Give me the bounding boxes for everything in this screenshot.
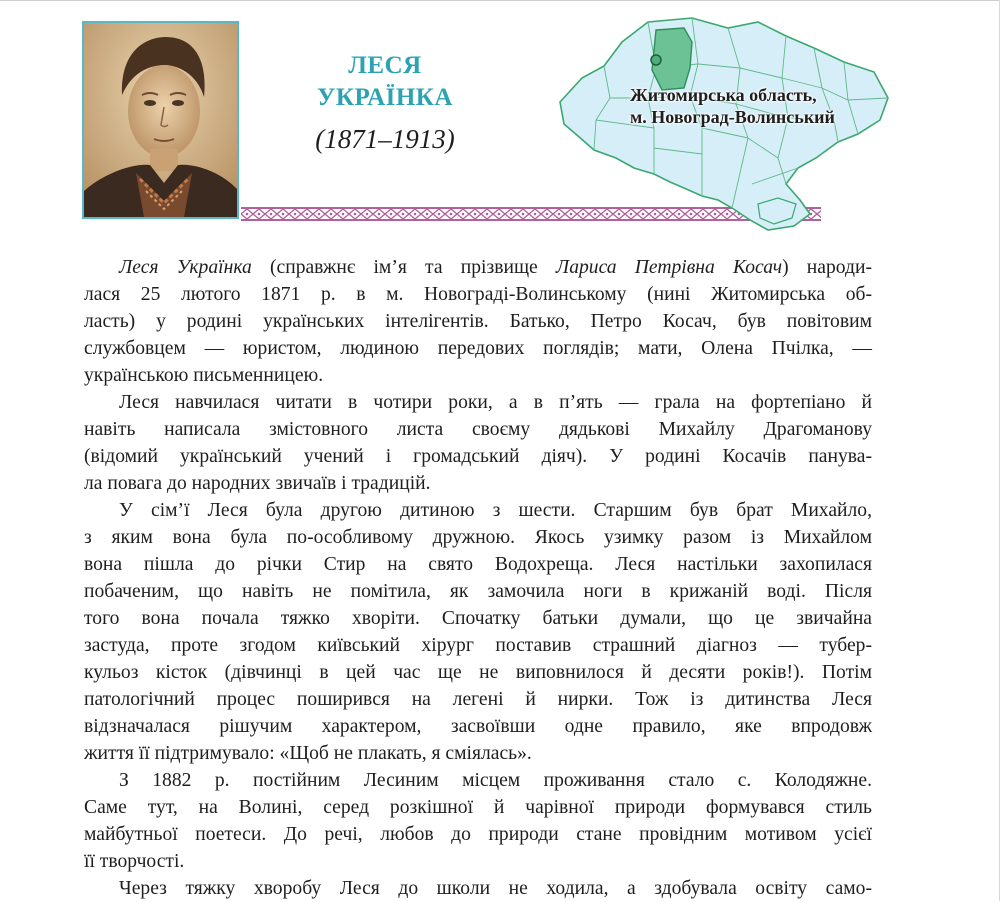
text-line: лася 25 лютого 1871 р. в м. Новограді-Волинському (нині Житомирська об- <box>84 284 872 305</box>
text-line: побаченим, що навіть не помітила, як замочила ноги в крижаній воді. Після <box>84 581 872 602</box>
text-line: Леся Українка (справжнє ім’я та прізвище Лариса Петрівна Косач) народи- <box>119 257 872 278</box>
text-line: українською письменницею. <box>84 365 324 386</box>
author-name-line-2: УКРАЇНКА <box>317 84 453 111</box>
text-line: З 1882 р. постійним Лесиним місцем проживання стало с. Колодяжне. <box>119 770 872 791</box>
map-caption-region: Житомирська область, <box>630 85 817 105</box>
map-caption <box>630 84 880 128</box>
text-line: службовцем — юристом, людиною передових поглядів; мати, Олена Пчілка, — <box>84 338 872 359</box>
text-line: застуда, проте згодом київський хірург поставив страшний діагноз — тубер- <box>84 635 872 656</box>
text-line: відзначалася рішучим характером, засвоївши одне правило, яке впродовж <box>84 716 872 737</box>
text-line: У сім’ї Леся була другою дитиною з шести. Старшим був брат Михайло, <box>119 500 872 521</box>
text-line: кульоз кісток (дівчинці в цей час ще не виповнилося й десяти років!). Потім <box>84 662 872 683</box>
text-line: патологічний процес поширився на легені й нирки. Тож із дитинства Леся <box>84 689 872 710</box>
text-line: її творчості. <box>84 851 185 872</box>
page-top-border <box>0 0 1000 1</box>
author-heading <box>280 50 490 155</box>
text-line: Через тяжку хворобу Леся до школи не ходила, а здобувала освіту само- <box>119 878 872 899</box>
author-name-line-1: ЛЕСЯ <box>348 52 422 79</box>
text-line: майбутньої поетеси. До речі, любов до природи стане провідним мотивом усієї <box>84 824 872 845</box>
map-caption-city: м. Новоград-Волинський <box>630 107 835 127</box>
text-line: Саме тут, на Волині, серед розкішної й чарівної природи формувався стиль <box>84 797 872 818</box>
text-line: життя її підтримувало: «Щоб не плакать, я сміялась». <box>84 743 532 764</box>
text-line: навіть написала змістовного листа своєму дядькові Михайлу Драгоманову <box>84 419 872 440</box>
text-line: з яким вона була по-особливому дружною. Якось узимку разом із Михайлом <box>84 527 872 548</box>
portrait-photo <box>82 21 239 219</box>
text-line: того вона почала тяжко хворіти. Спочатку батьки думали, що це звичайна <box>84 608 872 629</box>
text-line: ла повага до народних звичаїв і традицій. <box>84 473 431 494</box>
text-line: вона пішла до річки Стир на свято Водохреща. Леся настільки захопилася <box>84 554 872 575</box>
life-years: (1871–1913) <box>315 124 455 154</box>
biography-text <box>84 254 872 902</box>
text-line: Леся навчилася читати в чотири роки, а в п’ять — грала на фортепіано й <box>119 392 872 413</box>
text-line: ласть) у родині українських інтелігентів. Батько, Петро Косач, був повітовим <box>84 311 872 332</box>
text-line: (відомий український учений і громадський діяч). У родині Косачів панува- <box>84 446 872 467</box>
